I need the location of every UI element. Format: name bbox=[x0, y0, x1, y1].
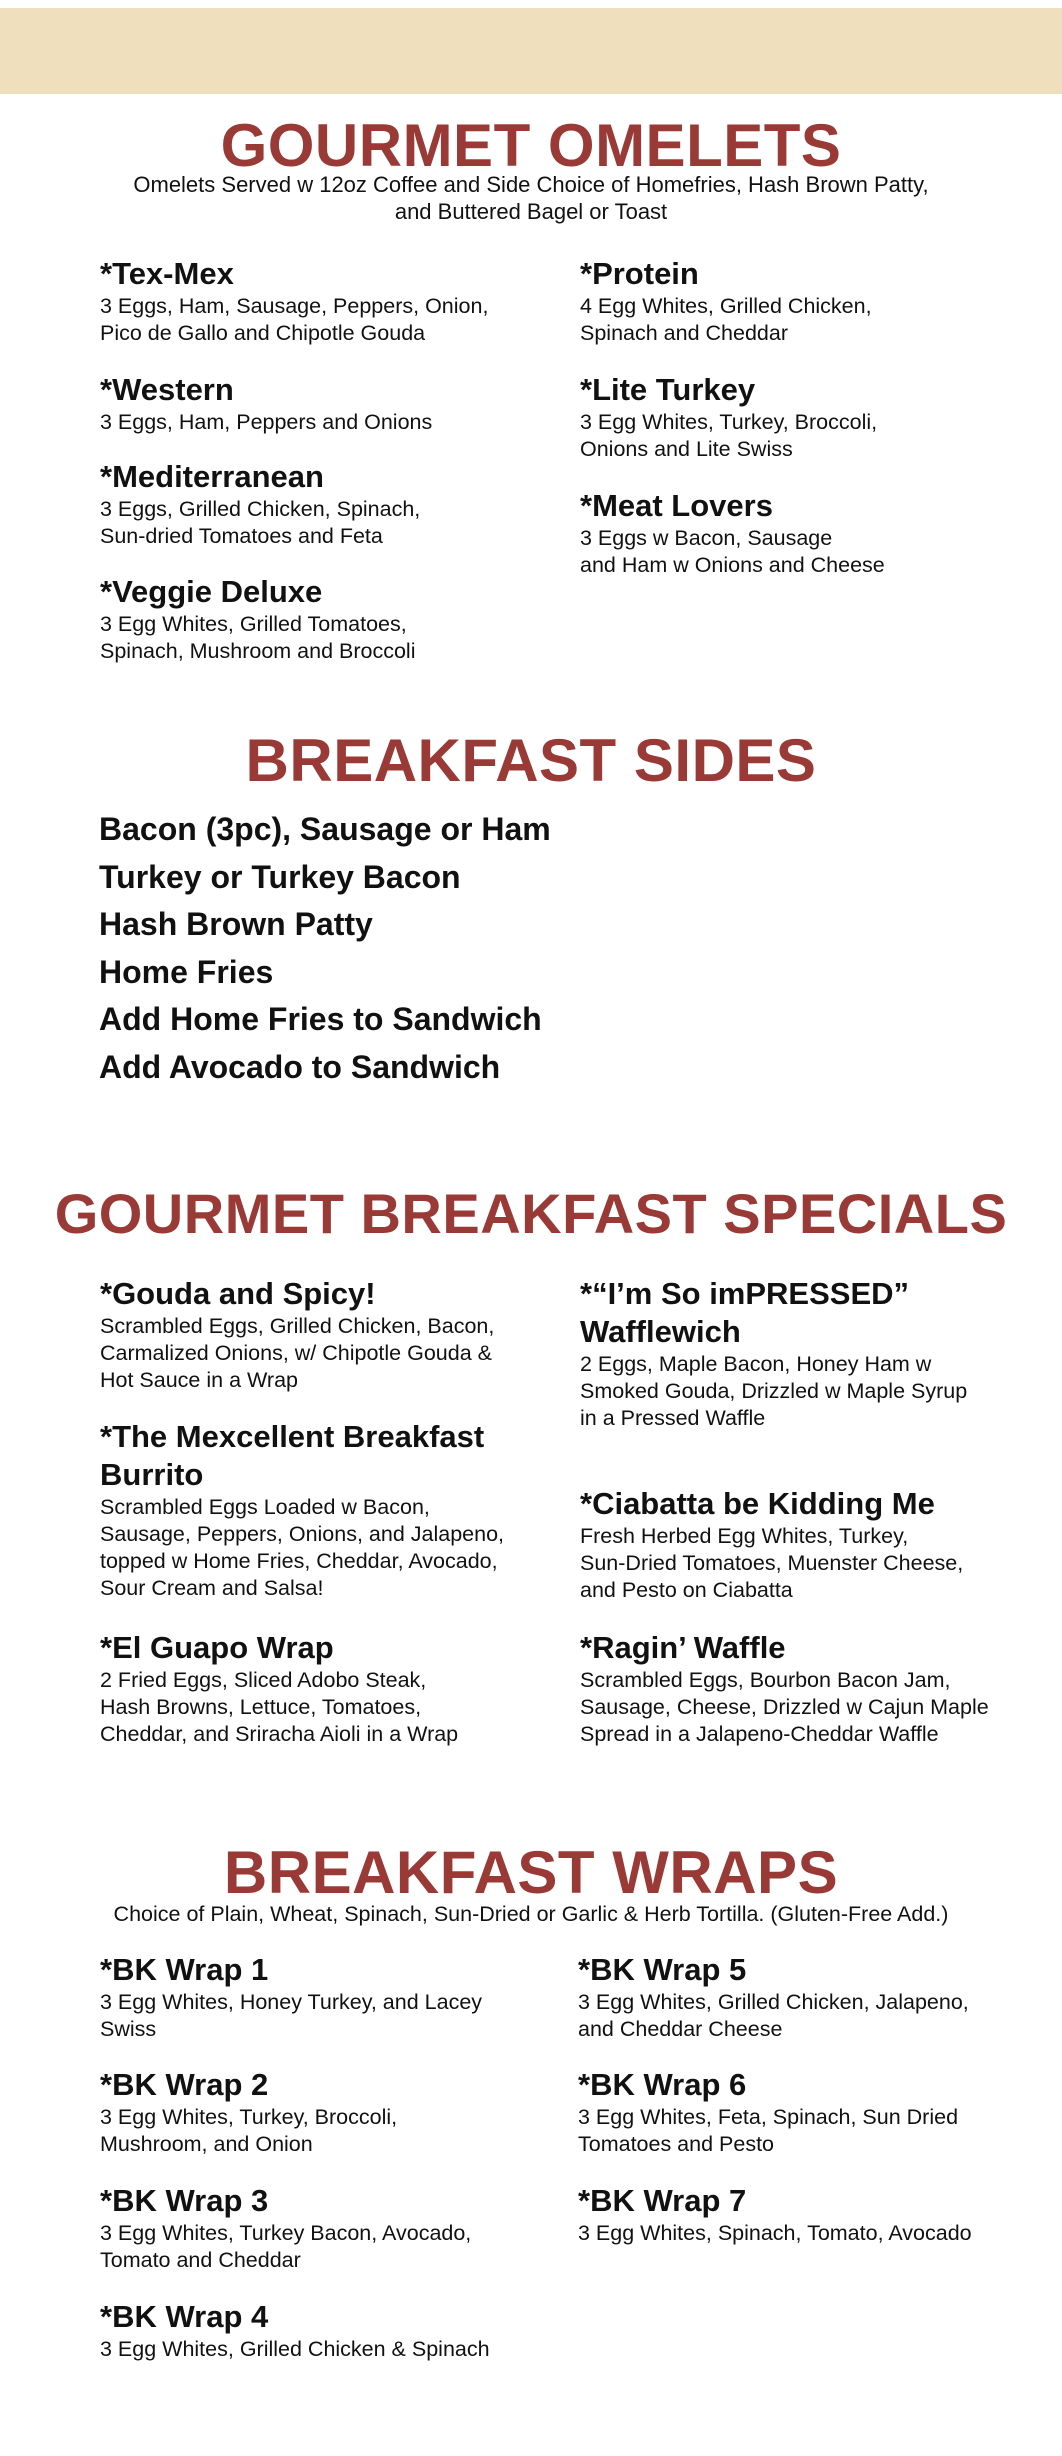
menu-item bbox=[100, 1951, 482, 2043]
item-desc-line2: Onions and Lite Swiss bbox=[580, 437, 793, 461]
item-desc-line3: Cheddar, and Sriracha Aioli in a Wrap bbox=[100, 1722, 459, 1746]
item-desc-line2: Sausage, Cheese, Drizzled w Cajun Maple bbox=[580, 1695, 989, 1719]
item-desc-line2: Spinach and Cheddar bbox=[580, 321, 788, 345]
menu-item bbox=[578, 1951, 969, 2043]
menu-item bbox=[100, 2298, 490, 2363]
item-desc-line1: Scrambled Eggs, Grilled Chicken, Bacon, bbox=[100, 1314, 495, 1338]
item-desc-line1: 3 Egg Whites, Grilled Chicken & Spinach bbox=[100, 2337, 490, 2361]
item-desc-line1: 3 Egg Whites, Turkey, Broccoli, bbox=[580, 410, 878, 434]
item-desc-line2: Pico de Gallo and Chipotle Gouda bbox=[100, 321, 426, 345]
menu-item bbox=[100, 2066, 397, 2158]
wraps-title: BREAKFAST WRAPS bbox=[223, 1839, 839, 1906]
item-desc-line2: Smoked Gouda, Drizzled w Maple Syrup bbox=[580, 1379, 968, 1403]
item-name: *El Guapo Wrap bbox=[100, 1630, 334, 1665]
item-name: *“I’m So imPRESSED” bbox=[580, 1276, 910, 1311]
item-desc-line2: Carmalized Onions, w/ Chipotle Gouda & bbox=[100, 1341, 492, 1365]
item-name: *The Mexcellent Breakfast bbox=[100, 1419, 485, 1454]
item-desc-line1: 3 Egg Whites, Turkey Bacon, Avocado, bbox=[100, 2221, 472, 2245]
omelets-subtitle-line1: Omelets Served w 12oz Coffee and Side Choice of Homefries, Hash Brown Patty, bbox=[133, 172, 929, 197]
item-name: *BK Wrap 6 bbox=[578, 2067, 747, 2102]
item-name: *BK Wrap 3 bbox=[100, 2183, 269, 2218]
side-item: Add Avocado to Sandwich bbox=[99, 1048, 501, 1085]
menu-item bbox=[580, 1275, 1030, 1432]
item-name-line2: Burrito bbox=[100, 1457, 204, 1492]
item-desc-line3: in a Pressed Waffle bbox=[580, 1406, 766, 1430]
item-desc-line2: Hash Browns, Lettuce, Tomatoes, bbox=[100, 1695, 422, 1719]
item-desc-line2: Sun-dried Tomatoes and Feta bbox=[100, 524, 383, 548]
item-name: *BK Wrap 2 bbox=[100, 2067, 269, 2102]
item-name: *Mediterranean bbox=[100, 459, 324, 494]
omelets-subtitle-line2: and Buttered Bagel or Toast bbox=[394, 199, 668, 224]
header-band bbox=[0, 8, 1062, 94]
item-name: *Tex-Mex bbox=[100, 256, 234, 291]
menu-item bbox=[100, 573, 416, 665]
menu-item bbox=[580, 1629, 1040, 1748]
menu-item bbox=[100, 1418, 550, 1602]
item-desc-line3: Hot Sauce in a Wrap bbox=[100, 1368, 298, 1392]
item-desc-line1: 3 Eggs, Ham, Peppers and Onions bbox=[100, 410, 433, 434]
item-desc-line1: 3 Eggs, Grilled Chicken, Spinach, bbox=[100, 497, 421, 521]
item-desc-line1: 4 Egg Whites, Grilled Chicken, bbox=[580, 294, 872, 318]
item-name: *BK Wrap 4 bbox=[100, 2299, 269, 2334]
item-desc-line1: 2 Eggs, Maple Bacon, Honey Ham w bbox=[580, 1352, 932, 1376]
menu-item bbox=[100, 458, 420, 550]
item-name: *Protein bbox=[580, 256, 699, 291]
item-desc-line1: 3 Egg Whites, Turkey, Broccoli, bbox=[100, 2105, 398, 2129]
item-name: *BK Wrap 5 bbox=[578, 1952, 747, 1987]
item-desc-line2: and Ham w Onions and Cheese bbox=[580, 553, 885, 577]
menu-item bbox=[578, 2066, 958, 2158]
item-name: *Gouda and Spicy! bbox=[100, 1276, 376, 1311]
item-name: *Ragin’ Waffle bbox=[580, 1630, 786, 1665]
side-item: Add Home Fries to Sandwich bbox=[99, 1001, 542, 1037]
item-desc-line1: Scrambled Eggs Loaded w Bacon, bbox=[100, 1495, 430, 1519]
wraps-subtitle: Choice of Plain, Wheat, Spinach, Sun-Dried or Garlic & Herb Tortilla. (Gluten-Free Add.) bbox=[113, 1902, 949, 1926]
item-desc-line1: 3 Egg Whites, Spinach, Tomato, Avocado bbox=[578, 2221, 972, 2245]
item-name: *BK Wrap 7 bbox=[578, 2183, 747, 2218]
item-desc-line2: Spinach, Mushroom and Broccoli bbox=[100, 639, 416, 663]
item-desc-line1: 3 Eggs, Ham, Sausage, Peppers, Onion, bbox=[100, 294, 489, 318]
item-desc-line2: Sausage, Peppers, Onions, and Jalapeno, bbox=[100, 1522, 505, 1546]
item-desc-line2: Tomato and Cheddar bbox=[100, 2248, 301, 2272]
item-name: *BK Wrap 1 bbox=[100, 1952, 269, 1987]
item-desc-line2: Tomatoes and Pesto bbox=[578, 2132, 775, 2156]
item-desc-line1: 3 Egg Whites, Grilled Tomatoes, bbox=[100, 612, 407, 636]
item-desc-line1: Scrambled Eggs, Bourbon Bacon Jam, bbox=[580, 1668, 951, 1692]
item-desc-line1: 2 Fried Eggs, Sliced Adobo Steak, bbox=[100, 1668, 427, 1692]
sides-list bbox=[99, 806, 551, 1091]
menu-item bbox=[100, 2182, 471, 2274]
item-name: *Western bbox=[100, 372, 234, 407]
item-desc-line2: Swiss bbox=[100, 2017, 157, 2041]
menu-item bbox=[578, 2182, 972, 2247]
menu-item bbox=[580, 371, 877, 463]
item-desc-line1: 3 Egg Whites, Feta, Spinach, Sun Dried bbox=[578, 2105, 959, 2129]
item-desc-line3: topped w Home Fries, Cheddar, Avocado, bbox=[100, 1549, 498, 1573]
side-item: Bacon (3pc), Sausage or Ham bbox=[99, 811, 551, 847]
side-item: Turkey or Turkey Bacon bbox=[99, 858, 461, 895]
item-desc-line1: 3 Egg Whites, Honey Turkey, and Lacey bbox=[100, 1990, 483, 2014]
side-item: Hash Brown Patty bbox=[99, 906, 373, 942]
item-name: *Ciabatta be Kidding Me bbox=[580, 1486, 935, 1521]
menu-item bbox=[100, 1629, 550, 1748]
item-desc-line3: and Pesto on Ciabatta bbox=[580, 1578, 793, 1602]
item-desc-line2: Mushroom, and Onion bbox=[100, 2132, 313, 2156]
item-desc-line1: 3 Eggs w Bacon, Sausage bbox=[580, 526, 833, 550]
menu-item bbox=[100, 1275, 550, 1394]
item-desc-line4: Sour Cream and Salsa! bbox=[100, 1576, 324, 1600]
menu-item bbox=[580, 487, 885, 579]
side-item: Home Fries bbox=[99, 953, 274, 990]
item-name: *Veggie Deluxe bbox=[100, 574, 323, 609]
menu-item bbox=[580, 255, 872, 347]
menu-item bbox=[580, 1485, 1040, 1604]
item-desc-line2: and Cheddar Cheese bbox=[578, 2017, 783, 2041]
specials-title: GOURMET BREAKFAST SPECIALS bbox=[54, 1182, 1008, 1245]
item-name: *Meat Lovers bbox=[580, 488, 773, 523]
menu-item bbox=[100, 371, 432, 436]
item-desc-line3: Spread in a Jalapeno-Cheddar Waffle bbox=[580, 1722, 939, 1746]
item-name-line2: Wafflewich bbox=[580, 1314, 741, 1349]
item-desc-line1: Fresh Herbed Egg Whites, Turkey, bbox=[580, 1524, 909, 1548]
item-desc-line2: Sun-Dried Tomatoes, Muenster Cheese, bbox=[580, 1551, 964, 1575]
menu-item bbox=[100, 255, 488, 347]
omelets-title: GOURMET OMELETS bbox=[220, 112, 842, 179]
item-desc-line1: 3 Egg Whites, Grilled Chicken, Jalapeno, bbox=[578, 1990, 969, 2014]
item-name: *Lite Turkey bbox=[580, 372, 756, 407]
sides-title: BREAKFAST SIDES bbox=[245, 727, 817, 794]
